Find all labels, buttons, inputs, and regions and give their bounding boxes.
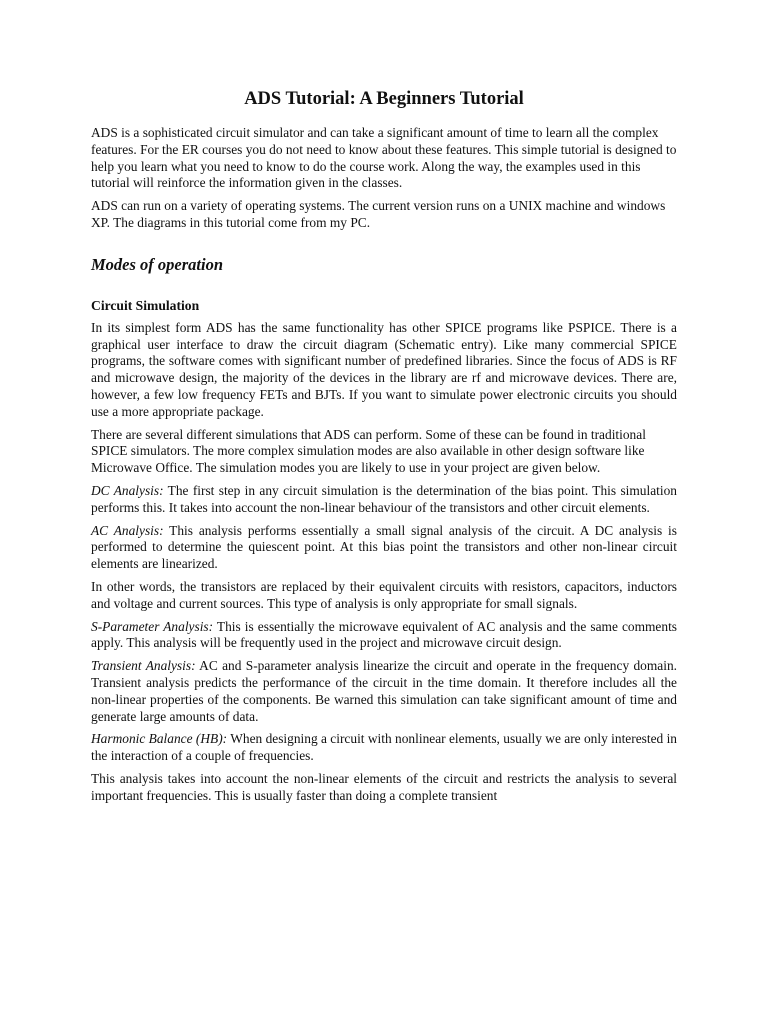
- sparam-analysis-term: S-Parameter Analysis:: [91, 618, 214, 634]
- intro-paragraph: ADS can run on a variety of operating systems. The current version runs on a UNIX machine and windows XP. The diagrams in this tutorial come from my PC.: [91, 198, 666, 230]
- transient-analysis-term: Transient Analysis:: [91, 658, 196, 674]
- sparam-analysis-paragraph: [91, 619, 677, 653]
- dc-analysis-paragraph: [91, 483, 677, 517]
- ac-analysis-paragraph: [91, 523, 677, 573]
- intro-paragraph: ADS is a sophisticated circuit simulator and can take a significant amount of time to learn all the complex features. For the ER courses you do not need to know about these features. This simple tutorial is designed to help you learn what you need to know to do the course work. Along the way, the examples used in this tutorial will reinforce the information given in the classes.: [91, 125, 677, 191]
- body-paragraph: There are several different simulations that ADS can perform. Some of these can be found in traditional SPICE simulators. The more complex simulation modes are also available in other design software like Microwave Office. The simulation modes you are likely to use in your project are given below.: [91, 426, 646, 476]
- document-page: [91, 88, 677, 811]
- transient-analysis-text: AC and S-parameter analysis linearize the circuit and operate in the frequency domain. Transient analysis predicts the performance of the circuit in the time domain. It therefore includes all the non-linear properties of the components. Be warned this simulation can take significant amount of time and generate large amounts of data.: [91, 658, 677, 724]
- ac-analysis-term: AC Analysis:: [91, 522, 164, 538]
- subsection-heading: Circuit Simulation: [91, 297, 200, 313]
- dc-analysis-term: DC Analysis:: [91, 482, 164, 498]
- hb-analysis-paragraph: [91, 731, 677, 765]
- hb-followup-paragraph: This analysis takes into account the non-linear elements of the circuit and restricts the analysis to several important frequencies. This is usually faster than doing a complete transient: [91, 770, 677, 803]
- ac-analysis-text: This analysis performs essentially a small signal analysis of the circuit. A DC analysis is performed to determine the quiescent point. At this bias point the transistors and other non-linear circuit elements are linearized.: [91, 522, 677, 572]
- body-paragraph: In its simplest form ADS has the same functionality has other SPICE programs like PSPICE. There is a graphical user interface to draw the circuit diagram (Schematic entry). Like many commercial SPICE programs, the software comes with significant number of predefined libraries. Since the focus of ADS is RF and microwave design, the majority of the devices in the library are rf and microwave devices. There are, however, a few low frequency FETs and BJTs. If you want to simulate power electronic circuits you should use a more appropriate package.: [91, 319, 677, 419]
- sparam-analysis-text: This is essentially the microwave equivalent of AC analysis and the same comments apply. This analysis will be frequently used in the project and microwave circuit design.: [91, 618, 677, 651]
- document-title: ADS Tutorial: A Beginners Tutorial: [244, 89, 524, 109]
- section-heading: Modes of operation: [91, 254, 223, 274]
- hb-analysis-term: Harmonic Balance (HB):: [91, 731, 228, 747]
- hb-analysis-text: When designing a circuit with nonlinear elements, usually we are only interested in the interaction of a couple of frequencies.: [91, 731, 677, 764]
- ac-followup-paragraph: In other words, the transistors are replaced by their equivalent circuits with resistors, capacitors, inductors and voltage and current sources. This type of analysis is only appropriate for small signals.: [91, 578, 677, 611]
- dc-analysis-text: The first step in any circuit simulation is the determination of the bias point. This simulation performs this. It takes into account the non-linear behaviour of the transistors and other circuit elements.: [91, 482, 677, 515]
- transient-analysis-paragraph: [91, 658, 677, 725]
